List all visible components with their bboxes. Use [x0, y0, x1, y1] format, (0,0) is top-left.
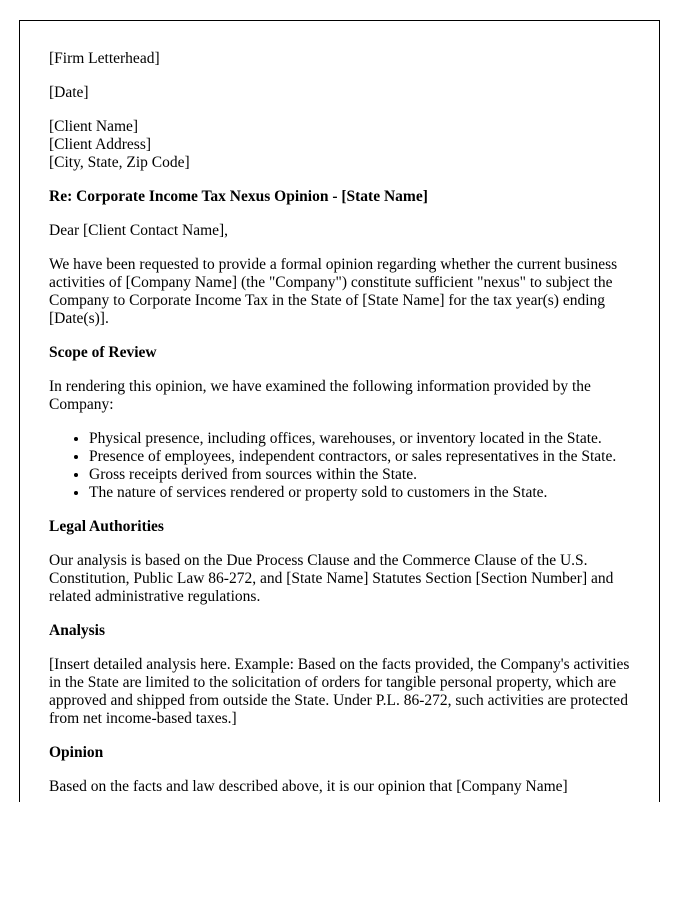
list-item: • Gross receipts derived from sources within the State. — [89, 466, 639, 484]
scope-list — [49, 430, 639, 502]
legal-authorities-text: Our analysis is based on the Due Process Clause and the Commerce Clause of the U.S. Constitution, Public Law 86-272, and [State Name] Statutes Section [Section Number] and related administrative regulations. — [49, 552, 614, 605]
legal-authorities-heading: Legal Authorities — [49, 518, 164, 535]
opinion-text: Based on the facts and law described above, it is our opinion that [Company Name] — [49, 778, 568, 795]
client-address-block — [49, 118, 639, 172]
list-item: • Presence of employees, independent contractors, or sales representatives in the State. — [89, 448, 639, 466]
firm-letterhead: [Firm Letterhead] — [49, 50, 160, 67]
analysis-text: [Insert detailed analysis here. Example: Based on the facts provided, the Company's activities in the State are limited to the solicitation of orders for tangible personal property, which are approved and shipped from outside the State. Under P.L. 86-272, such activities are protected from net income-based taxes.] — [49, 656, 630, 727]
subject-line: Re: Corporate Income Tax Nexus Opinion - [State Name] — [49, 188, 428, 205]
salutation: Dear [Client Contact Name], — [49, 222, 229, 239]
letter-body — [49, 50, 639, 802]
intro-paragraph: We have been requested to provide a formal opinion regarding whether the current business activities of [Company Name] (the "Company") constitute sufficient "nexus" to subject the Company to Corporate Income Tax in the State of [State Name] for the tax year(s) ending [Date(s)]. — [49, 256, 618, 327]
letter-date: [Date] — [49, 84, 89, 101]
client-address: [Client Address] — [49, 136, 152, 153]
list-item: • The nature of services rendered or property sold to customers in the State. — [89, 484, 639, 502]
list-item: • Physical presence, including offices, warehouses, or inventory located in the State. — [89, 430, 639, 448]
client-name: [Client Name] — [49, 118, 139, 135]
opinion-heading: Opinion — [49, 744, 104, 761]
scope-intro: In rendering this opinion, we have examined the following information provided by the Company: — [49, 378, 591, 413]
analysis-heading: Analysis — [49, 622, 105, 639]
scope-heading: Scope of Review — [49, 344, 157, 361]
client-city-state-zip: [City, State, Zip Code] — [49, 154, 190, 171]
letter-page — [19, 20, 660, 802]
